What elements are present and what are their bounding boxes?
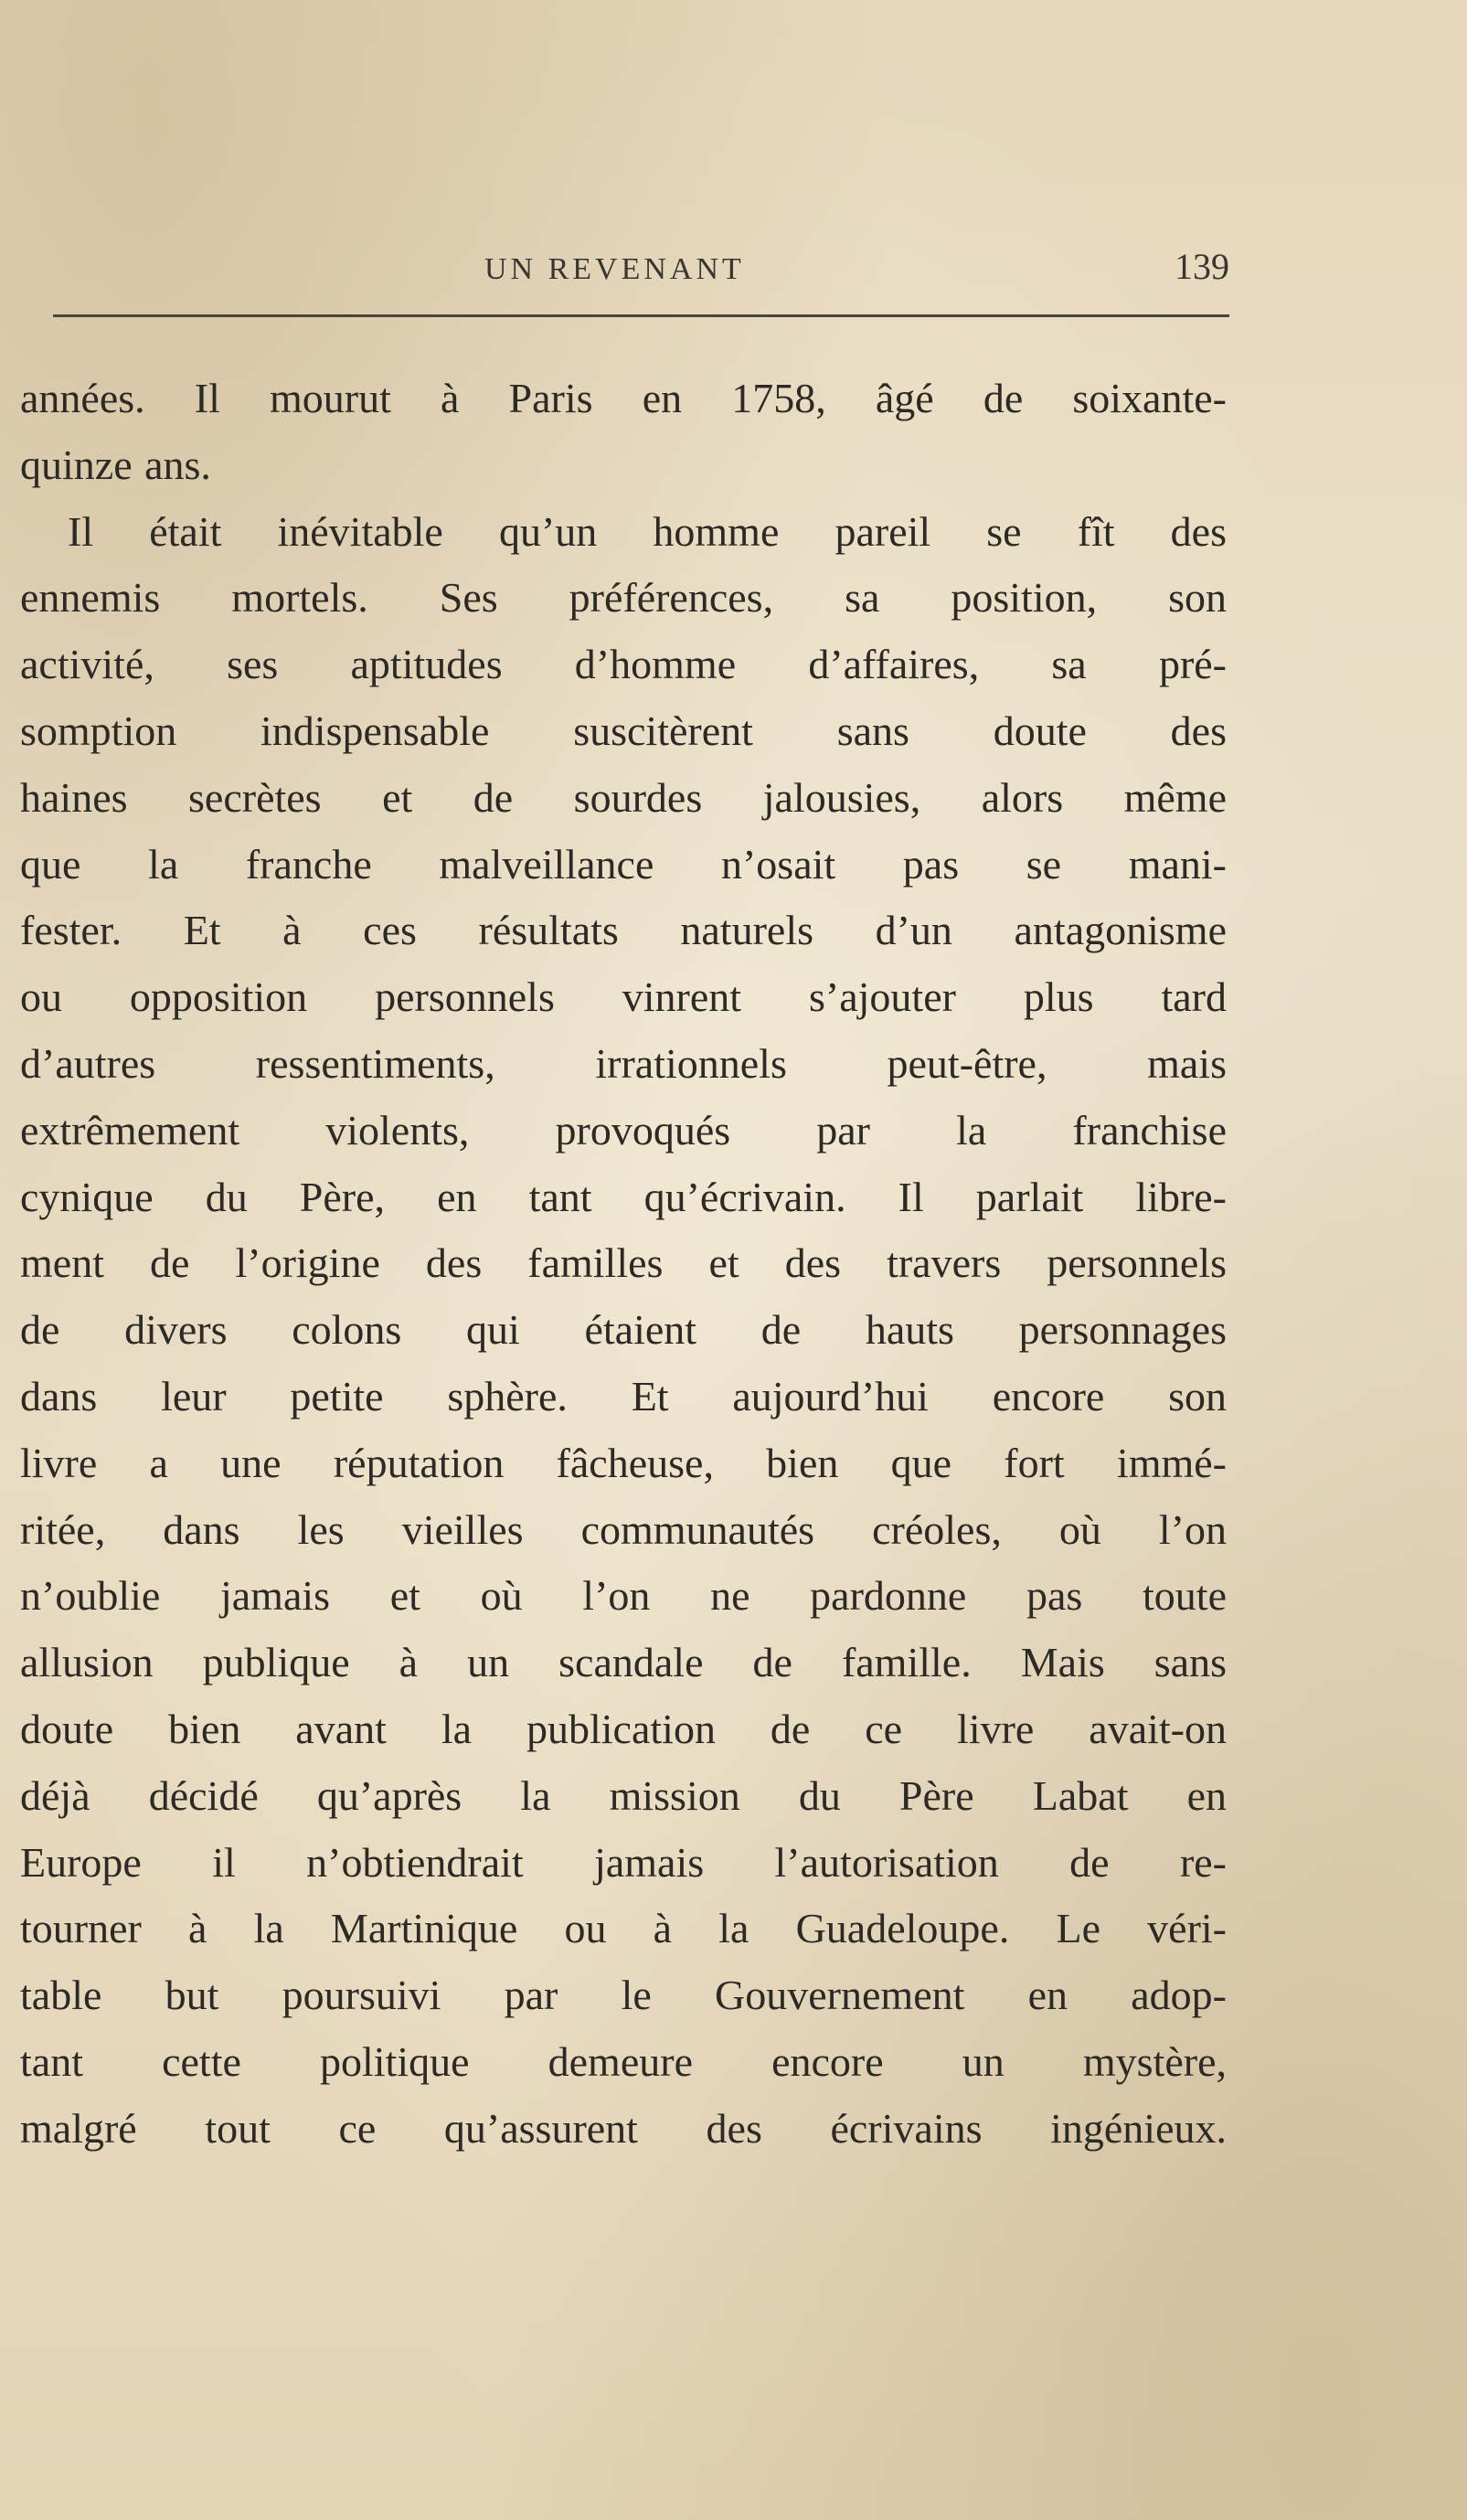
text-line: allusion publique à un scandale de famille. Mais sans	[20, 1639, 1227, 1686]
text-line: Il était inévitable qu’un homme pareil se fît des	[68, 507, 1227, 555]
text-line: malgré tout ce qu’assurent des écrivains ingénieux.	[20, 2104, 1227, 2152]
text-line: de divers colons qui étaient de hauts personnages	[20, 1306, 1227, 1354]
body-text	[20, 366, 1227, 2163]
text-line: quinze ans.	[20, 441, 211, 488]
text-line: ennemis mortels. Ses préférences, sa position, son	[20, 574, 1227, 622]
text-line: haines secrètes et de sourdes jalousies, alors même	[20, 773, 1227, 821]
text-line: livre a une réputation fâcheuse, bien que fort immé-	[20, 1439, 1227, 1486]
text-line: activité, ses aptitudes d’homme d’affaires, sa pré-	[20, 641, 1227, 688]
text-line: cynique du Père, en tant qu’écrivain. Il parlait libre-	[20, 1173, 1227, 1220]
text-line: fester. Et à ces résultats naturels d’un antagonisme	[20, 907, 1227, 954]
text-line: tourner à la Martinique ou à la Guadeloupe. Le véri-	[20, 1905, 1227, 1952]
text-line: doute bien avant la publication de ce livre avait-on	[20, 1705, 1227, 1752]
text-line: ritée, dans les vieilles communautés créoles, où l’on	[20, 1505, 1227, 1553]
running-title: UN REVENANT	[484, 252, 745, 286]
text-line: somption indispensable suscitèrent sans doute des	[20, 707, 1227, 754]
text-line: extrêmement violents, provoqués par la franchise	[20, 1106, 1227, 1154]
text-line: n’oublie jamais et où l’on ne pardonne pas toute	[20, 1572, 1227, 1620]
page-number: 139	[1175, 246, 1229, 287]
text-line: tant cette politique demeure encore un mystère,	[20, 2037, 1227, 2085]
text-line: déjà décidé qu’après la mission du Père Labat en	[20, 1771, 1227, 1819]
running-head	[46, 239, 1229, 294]
text-line: ment de l’origine des familles et des travers personnels	[20, 1239, 1227, 1287]
text-line: d’autres ressentiments, irrationnels peut-être, mais	[20, 1039, 1227, 1087]
header-rule	[53, 314, 1229, 317]
text-line: que la franche malveillance n’osait pas se mani-	[20, 840, 1227, 888]
text-line: années. Il mourut à Paris en 1758, âgé de soixante-	[20, 375, 1227, 421]
text-line: dans leur petite sphère. Et aujourd’hui encore son	[20, 1372, 1227, 1419]
text-line: table but poursuivi par le Gouvernement en adop-	[20, 1972, 1227, 2019]
text-line: Europe il n’obtiendrait jamais l’autorisation de re-	[20, 1838, 1227, 1886]
text-line: ou opposition personnels vinrent s’ajouter plus tard	[20, 973, 1227, 1021]
